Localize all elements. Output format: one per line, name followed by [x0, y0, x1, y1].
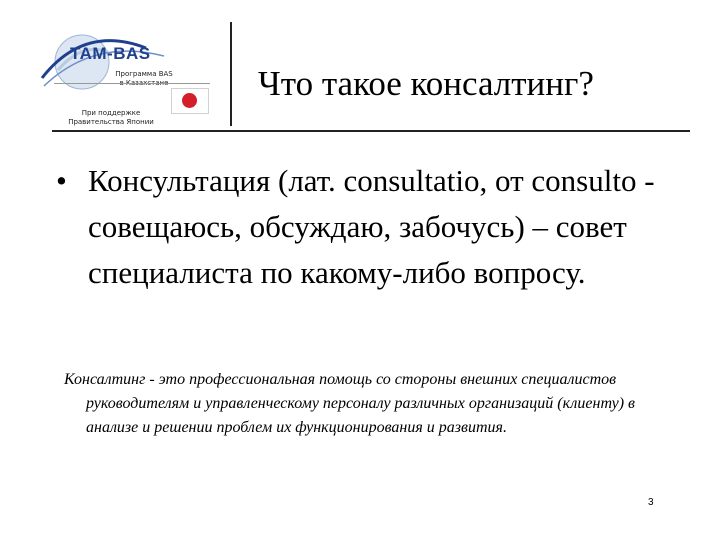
header-horizontal-rule — [52, 130, 690, 132]
program-caption: Программа BAS в Казахстане — [115, 70, 173, 87]
japan-flag-icon — [171, 88, 209, 114]
bullet-dot-icon: • — [56, 163, 67, 198]
definition-paragraph: Консалтинг - это профессиональная помощь со стороны внешних специалистов руководителям и управленческому персоналу различных организаций (клиенту) в анализе и решении проблем их функционирования и развития. — [64, 371, 635, 436]
flag-sun — [182, 93, 197, 108]
page-number: 3 — [648, 497, 654, 508]
support-caption: При поддержке Правительства Японии — [68, 109, 154, 126]
tam-bas-logo — [34, 30, 214, 130]
brand-name: TAM-BAS — [70, 44, 151, 63]
header-vertical-rule — [230, 22, 232, 126]
bullet-text: Консультация (лат. consultatio, от consulto - совещаюсь, обсуждаю, забочусь) – совет специалиста по какому-либо вопросу. — [88, 163, 655, 290]
slide-title: Что такое консалтинг? — [258, 64, 594, 103]
logo-divider — [54, 83, 210, 84]
